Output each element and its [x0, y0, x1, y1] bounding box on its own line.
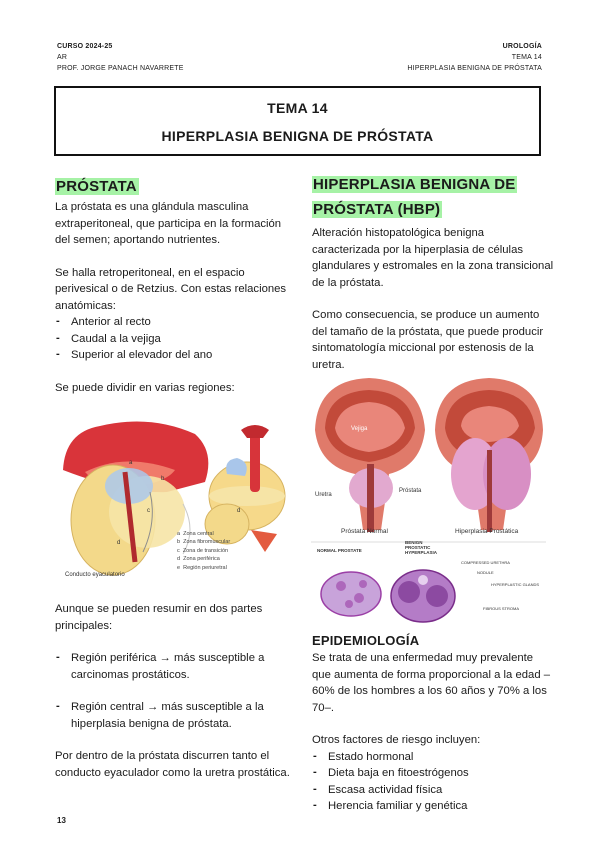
risk-factors-list: [312, 749, 554, 815]
professor-label: PROF. JORGE PANACH NAVARRETE: [57, 65, 184, 72]
list-item: - Estado hormonal: [312, 749, 554, 766]
list-item: - Herencia familiar y genética: [312, 798, 554, 815]
header-left: [57, 41, 184, 74]
relations-list: [55, 314, 291, 364]
legend-item: d Zona periférica: [177, 556, 220, 563]
left-column-bottom: [55, 601, 291, 781]
left-column: [55, 175, 291, 396]
zone-letter-d: d: [117, 540, 121, 546]
subject-label: UROLOGÍA: [502, 43, 542, 50]
paragraph-regions: Se puede dividir en varias regiones:: [55, 381, 235, 394]
page-number: 13: [57, 816, 66, 825]
list-item: - Caudal a la vejiga: [55, 331, 291, 348]
label-prostata: Próstata: [399, 488, 422, 494]
header-right: [407, 41, 542, 74]
paragraph-hbp-consequence: Como consecuencia, se produce un aumento del tamaño de la próstata, que puede producir sintomatología miccional por estenosis de la uretra.: [312, 309, 544, 371]
section-heading-hbp: HIPERPLASIA BENIGNA DE PRÓSTATA (HBP): [313, 176, 516, 218]
list-item: - Escasa actividad física: [312, 782, 554, 799]
list-item: - Anterior al recto: [55, 314, 291, 331]
topic-number: TEMA 14: [511, 54, 542, 61]
hbp-comparison-figure: [311, 370, 546, 628]
legend-item: e Región periuretral: [177, 564, 227, 571]
zones-legend: [177, 530, 230, 572]
paragraph-epidemiology: Se trata de una enfermedad muy prevalente que aumenta de forma proporcional a la edad –60% de los hombres a los 60 años y 70% a los 70–.: [312, 652, 551, 714]
paragraph-risk-intro: Otros factores de riesgo incluyen:: [312, 734, 481, 746]
right-column-bottom: [312, 632, 554, 815]
list-item: - Región periférica → más susceptible a carcinomas prostáticos.: [55, 650, 291, 683]
list-item: - Región central → más susceptible a la hiperplasia benigna de próstata.: [55, 699, 291, 732]
annotation-stroma: FIBROUS STROMA: [483, 606, 520, 611]
annotation-urethra: COMPRESSED URETHRA: [461, 560, 510, 565]
caption-hbp: Hiperplasia Prostática: [455, 528, 519, 535]
annotation-nodule: NODULE: [477, 570, 494, 575]
zone-letter-b: b: [161, 476, 165, 482]
paragraph-location: Se halla retroperitoneal, en el espacio perivesical o de Retzius. Con estas relaciones anatómicas:: [55, 266, 287, 312]
annotation-glands: HYPERPLASTIC GLANDS: [491, 582, 540, 587]
zone-letter-d-right: d: [237, 508, 241, 514]
list-item: - Superior al elevador del ano: [55, 347, 291, 364]
micro-normal-label: NORMAL PROSTATE: [317, 548, 362, 553]
topic-title: HIPERPLASIA BENIGNA DE PRÓSTATA: [407, 65, 542, 72]
section-heading-epidemiologia: EPIDEMIOLOGÍA: [312, 633, 420, 648]
list-item: - Dieta baja en fitoestrógenos: [312, 765, 554, 782]
caption-normal: Próstata Normal: [341, 528, 388, 535]
parts-list: [55, 650, 291, 732]
label-uretra: Uretra: [315, 492, 332, 498]
legend-item: c Zona de transición: [177, 547, 229, 554]
section-heading-prostata: PRÓSTATA: [56, 178, 137, 195]
micro-hbp-label: BENIGN PROSTATIC HYPERPLASIA: [405, 540, 438, 555]
hbp-illustration: [311, 370, 546, 628]
title-box: [54, 86, 541, 156]
zone-letter-a: a: [129, 460, 133, 466]
figure-caption: Conducto eyaculatorio: [65, 572, 125, 578]
page-title: HIPERPLASIA BENIGNA DE PRÓSTATA: [161, 128, 434, 144]
paragraph-summary: Aunque se pueden resumir en dos partes principales:: [55, 603, 263, 632]
course-label: CURSO 2024-25: [57, 43, 113, 50]
legend-item: b Zona fibromuscular: [177, 539, 231, 546]
paragraph-ducts: Por dentro de la próstata discurren tanto el conducto eyaculador como la uretra prostática.: [55, 750, 290, 779]
prostate-zones-illustration: [55, 412, 291, 584]
legend-item: a Zona central: [177, 531, 214, 537]
paragraph-hbp-definition: Alteración histopatológica benigna caracterizada por la hiperplasia de células glandulares y estromales en la zona transicional de la próstata.: [312, 227, 554, 289]
zone-letter-c: c: [147, 508, 150, 514]
right-column: [312, 173, 554, 373]
label-vejiga: Vejiga: [351, 426, 368, 432]
page-title-number: TEMA 14: [267, 100, 328, 116]
prostate-zones-figure: [55, 412, 291, 584]
group-label: AR: [57, 54, 68, 61]
paragraph-definition: La próstata es una glándula masculina extraperitoneal, que participa en la formación del semen; aportando nutrientes.: [55, 201, 282, 246]
